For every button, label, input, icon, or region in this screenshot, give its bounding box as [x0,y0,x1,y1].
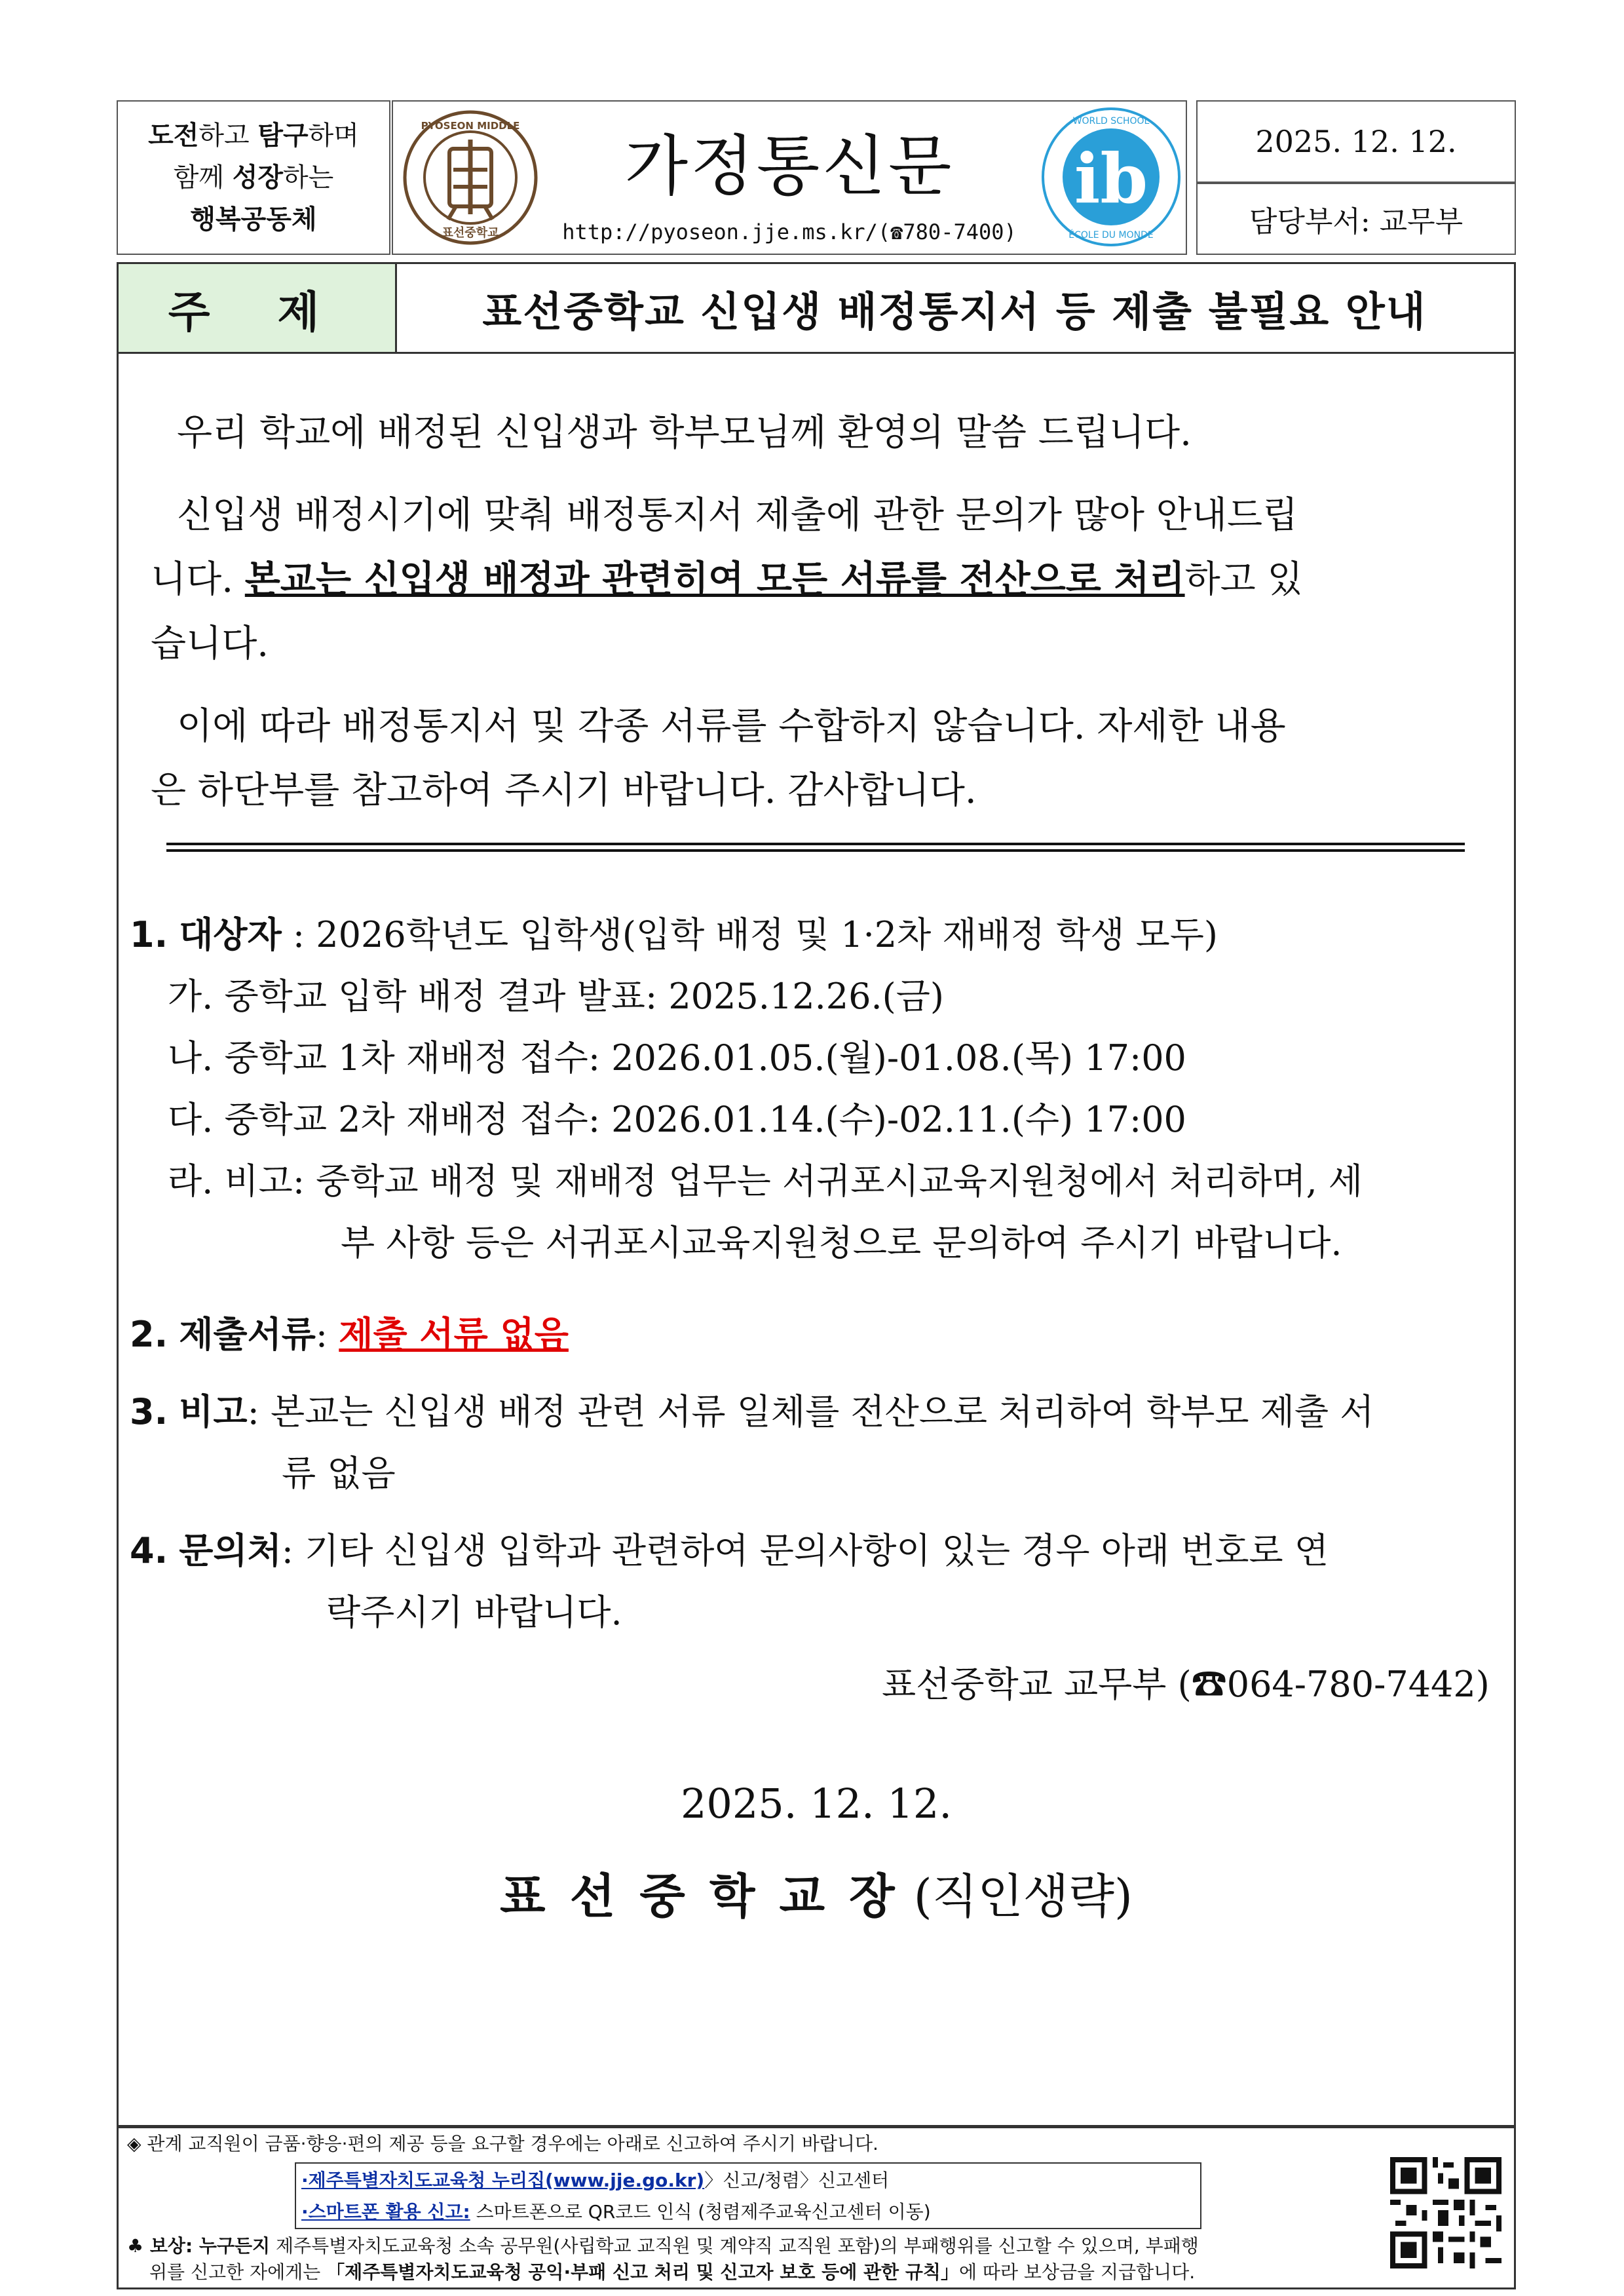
no-documents-required: 제출 서류 없음 [339,1314,569,1355]
motto-line-2: 함께 성장하는 [173,163,334,193]
item-3-remarks-cont: 류 없음 [282,1453,396,1494]
svg-text:PYOSEON MIDDLE: PYOSEON MIDDLE [421,120,520,132]
reward-line-1: ♣ 보상: 누구든지 제주특별자치도교육청 소속 공무원(사립학교 교직원 및 계약직 교직원 포함)의 부패행위를 신고할 수 있으며, 부패행 [127,2235,1199,2257]
item-4-contact-cont: 락주시기 바랍니다. [326,1592,622,1633]
item-1-target: 1. 대상자 : 2026학년도 입학생(입학 배정 및 1·2차 재배정 학생 모두) [130,914,1218,955]
closing-date: 2025. 12. 12. [680,1780,953,1827]
footer-notice: ◈ 관계 교직원이 금품·향응·편의 제공 등을 요구할 경우에는 아래로 신고하여 주시기 바랍니다. [127,2133,878,2154]
svg-text:ÉCOLE DU MONDE: ÉCOLE DU MONDE [1068,230,1154,240]
school-url: http://pyoseon.jje.ms.kr/(☎780-7400) [562,220,1017,244]
item-1-ga: 가. 중학교 입학 배정 결과 발표: 2025.12.26.(금) [168,976,944,1017]
item-1-ra-cont: 부 사항 등은 서귀포시교육지원청으로 문의하여 주시기 바랍니다. [341,1222,1342,1263]
svg-text:표선중학교: 표선중학교 [442,226,499,240]
motto-line-3: 행복공동체 [190,204,317,235]
newsletter-title: 가정통신문 [624,128,954,204]
item-3-remarks: 3. 비고: 본교는 신입생 배정 관련 서류 일체를 전산으로 처리하여 학부모 제출 서 [130,1391,1374,1432]
subject-row [117,262,1516,354]
item-1-ra: 라. 비고: 중학교 배정 및 재배정 업무는 서귀포시교육지원청에서 처리하며, 세 [168,1160,1363,1202]
report-channel-web: ·제주특별자치도교육청 누리집(www.jje.go.kr)〉신고/청렴〉신고센터 [301,2170,890,2191]
svg-text:ib: ib [1074,138,1148,219]
subject-label: 주 제 [119,264,397,352]
smartphone-report-link[interactable]: ·스마트폰 활용 신고: [301,2201,470,2223]
ib-world-school-logo [1039,104,1183,250]
jje-website-link[interactable]: ·제주특별자치도교육청 누리집(www.jje.go.kr) [301,2170,705,2191]
item-4-contact: 4. 문의처: 기타 신입생 입학과 관련하여 문의사항이 있는 경우 아래 번호로 연 [130,1530,1329,1571]
newsletter-header [392,100,1187,255]
double-rule-bottom [166,849,1465,852]
department: 담당부서: 교무부 [1196,183,1516,255]
issue-date: 2025. 12. 12. [1196,100,1516,183]
reward-line-2: 위를 신고한 자에게는 「제주특별자치도교육청 공익·부패 신고 처리 및 신고자 보호 등에 관한 규칙」에 따라 보상금을 지급합니다. [149,2261,1196,2283]
item-1-na: 나. 중학교 1차 재배정 접수: 2026.01.05.(월)-01.08.(목) 17:00 [168,1037,1186,1079]
subject-text: 표선중학교 신입생 배정통지서 등 제출 불필요 안내 [482,287,1427,335]
underlined-emphasis: 본교는 신입생 배정과 관련히여 모든 서류를 전산으로 처리 [244,558,1185,601]
contact-phone: 표선중학교 교무부 (☎064-780-7442) [882,1664,1490,1705]
item-2-documents: 2. 제출서류: 제출 서류 없음 [130,1314,569,1355]
qr-code[interactable] [1390,2157,1501,2268]
report-channel-smartphone: ·스마트폰 활용 신고: 스마트폰으로 QR코드 인식 (청렴제주교육신고센터 이동) [301,2201,931,2223]
item-1-da: 다. 중학교 2차 재배정 접수: 2026.01.14.(수)-02.11.(수) 17:00 [168,1099,1186,1140]
principal-signature: 표 선 중 학 교 장 (직인생략) [500,1869,1133,1924]
intro-paragraph-2: 신입생 배정시기에 맞춰 배정통지서 제출에 관한 문의가 많아 안내드립 니다. 본교는 신입생 배정과 관련히여 모든 서류를 전산으로 처리하고 있 습니다. [151,494,1303,665]
motto-line-1: 도전하고 탐구하며 [148,121,359,151]
intro-paragraph-3: 이에 따라 배정통지서 및 각종 서류를 수합하지 않습니다. 자세한 내용 은 하단부를 참고하여 주시기 바랍니다. 감사합니다. [151,705,1286,812]
intro-paragraph-1: 우리 학교에 배정된 신입생과 학부모님께 환영의 말씀 드립니다. [177,411,1192,454]
school-motto [117,100,390,255]
double-rule-top [166,843,1465,845]
svg-text:WORLD SCHOOL: WORLD SCHOOL [1072,116,1150,126]
